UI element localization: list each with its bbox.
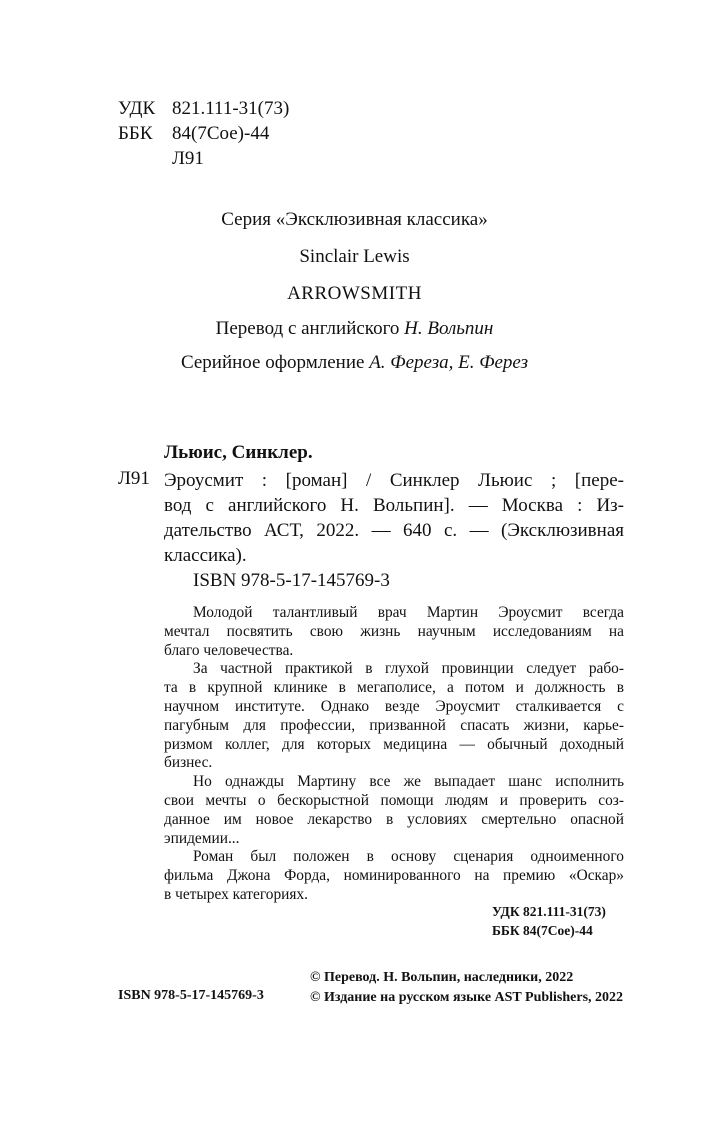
annotation-line: мечтал посвятить свою жизнь научным исследованиям на	[164, 622, 624, 640]
bottom-udk: УДК 821.111-31(73)	[492, 904, 606, 919]
bibliographic-sign: Л91	[118, 468, 150, 489]
copyright-edition: © Издание на русском языке AST Publishers, 2022	[310, 990, 624, 1005]
annotation-line: научном институте. Однако везде Эроусмит сталкивается с	[164, 697, 624, 715]
annotation-line: Молодой талантливый врач Мартин Эроусмит всегда	[193, 604, 624, 621]
biblio-line: дательство АСТ, 2022. — 640 с. — (Эксклюзивная	[164, 520, 624, 541]
isbn: ISBN 978-5-17-145769-3	[193, 570, 390, 591]
author-sign: Л91	[172, 148, 204, 169]
designer-names: А. Фереза, Е. Ферез	[369, 352, 529, 373]
bottom-classification-codes	[492, 902, 606, 940]
original-author: Sinclair Lewis	[299, 246, 410, 267]
annotation-line: та в крупной клинике в мегаполисе, а потом и должность в	[164, 679, 624, 697]
design-prefix: Серийное оформление	[180, 352, 365, 373]
series-line: Серия «Эксклюзивная классика»	[221, 209, 488, 230]
bbk-value: 84(7Сое)-44	[172, 123, 270, 144]
translation-prefix: Перевод с английского	[215, 318, 400, 339]
biblio-line: вод с английского Н. Вольпин]. — Москва : Из-	[164, 495, 624, 516]
annotation-line: бизнес.	[164, 754, 213, 772]
annotation-line: Но однажды Мартину все же выпадает шанс исполнить	[193, 773, 624, 791]
copyright-translation: © Перевод. Н. Вольпин, наследники, 2022	[310, 970, 574, 985]
translator-name: Н. Вольпин	[404, 318, 494, 339]
annotation-line: За частной практикой в глухой провинции следует рабо-	[193, 660, 624, 678]
biblio-line: Эроусмит : [роман] / Синклер Льюис ; [пере-	[164, 470, 624, 491]
classification-codes	[118, 96, 289, 171]
annotation-line: фильма Джона Форда, номинированного на премию «Оскар»	[164, 867, 624, 885]
original-title: ARROWSMITH	[287, 283, 422, 304]
author-heading: Льюис, Синклер.	[164, 442, 313, 463]
annotation	[164, 604, 624, 905]
annotation-line: ризмом коллег, для которых медицина — обычный доходный	[164, 735, 624, 753]
copyright-block	[310, 968, 623, 1008]
translation-credit	[0, 318, 709, 340]
udk-label: УДК	[118, 98, 156, 119]
bibliographic-description	[164, 468, 624, 568]
design-credit	[0, 352, 709, 374]
udk-value: 821.111-31(73)	[172, 98, 290, 119]
bottom-bbk: ББК 84(7Сое)-44	[492, 923, 593, 938]
annotation-line: благо человечества.	[164, 641, 294, 659]
annotation-line: эпидемии...	[164, 829, 240, 847]
footer-isbn: ISBN 978-5-17-145769-3	[118, 988, 264, 1003]
biblio-line: классика).	[164, 545, 247, 566]
bbk-label: ББК	[118, 123, 153, 144]
annotation-line: данное им новое лекарство в условиях смертельно опасной	[164, 810, 624, 828]
annotation-line: Роман был положен в основу сценария одноименного	[193, 848, 624, 866]
annotation-line: свои мечты о бескорыстной помощи людям и проверить соз-	[164, 791, 624, 809]
annotation-line: пагубным для профессии, призванной спасать жизни, карье-	[164, 716, 624, 734]
annotation-line: в четырех категориях.	[164, 885, 309, 903]
